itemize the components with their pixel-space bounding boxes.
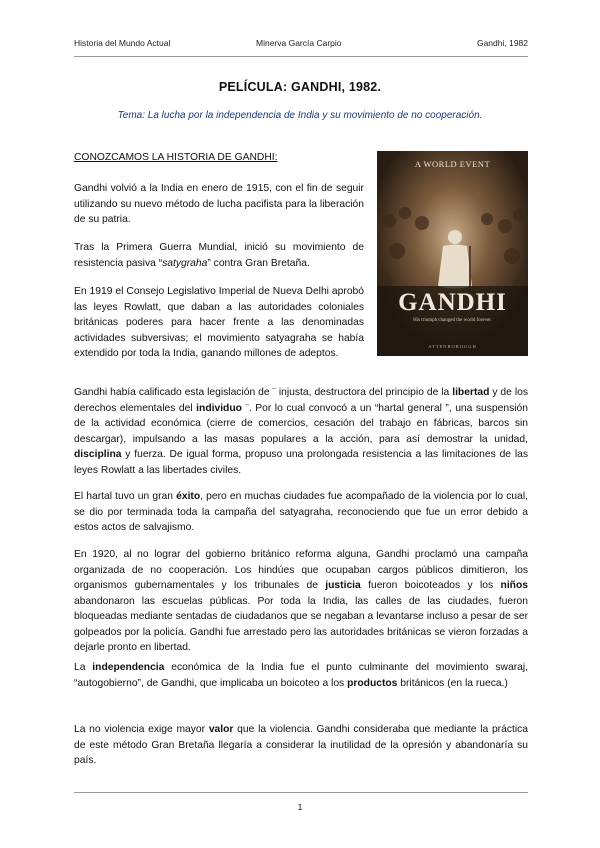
paragraph-3: En 1919 el Consejo Legislativo Imperial de Nueva Delhi aprobó las leyes Rowlatt, que daban a las autoridades coloniales británicas poderes para hacer frente a las denominadas actividades subversivas; el movimiento satyagraha se había extendido por toda la India, ganando millones de adeptos. (74, 286, 364, 359)
document-subtitle: Tema: La lucha por la independencia de India y su movimiento de no cooperación. (117, 110, 483, 121)
page-number: 1 (297, 802, 303, 812)
paragraph-7-text-a: La (74, 662, 93, 673)
paragraph-2-text-a: Tras la Primera Guerra Mundial, inició su movimiento de resistencia pasiva “ (74, 242, 364, 269)
paragraph-6-text-a: En 1920, al no lograr del gobierno británico reforma alguna, Gandhi proclamó una campaña organizada de no cooperación. Los hindúes que ocupaban cargos públicos dimitieron, los organismos gubernamentales y los tribunales de (74, 549, 528, 591)
paragraph-6-text-c: fueron boicoteados y los (360, 580, 501, 591)
keyword-individuo: individuo (196, 402, 242, 414)
paragraph-7-text-d: británicos (en la rueca.) (397, 677, 508, 689)
poster-top-text: A WORLD EVENT (414, 159, 491, 169)
header-rule (74, 56, 528, 57)
keyword-libertad: libertad (452, 387, 490, 398)
paragraph-7-text-c: económica de la India fue el punto culminante del movimiento swaraj, “autogobierno”, de Gandhi, que implicaba un boicoteo a los (74, 662, 528, 689)
paragraph-2-text-b: ” contra Gran Bretaña. (207, 257, 310, 269)
paragraph-5 (74, 489, 528, 536)
paragraph-6-text-d: abandonaron las escuelas públicas. Por toda la India, las calles de las ciudades, fueron bloqueadas mediante sentadas de ciudadanos que se negaban a levantarse incluso a pesar de ser golpeados por la policía. Gandhi fue arrestado pero las autoridades británicas se vieron forzadas a dejarle pronto en libertad. (74, 595, 528, 653)
poster-tagline: His triumph changed the world forever. (413, 318, 492, 323)
keyword-independencia: independencia (92, 662, 165, 673)
paragraph-1: Gandhi volvió a la India en enero de 1915, con el fin de seguir utilizando su nuevo método de lucha pacifista para la liberación de su patria. (74, 183, 364, 225)
header-left: Historia del Mundo Actual (74, 38, 171, 48)
section-heading: CONOZCAMOS LA HISTORIA DE GANDHI: (74, 152, 278, 163)
keyword-exito: éxito (176, 491, 201, 502)
movie-poster-image (377, 151, 528, 356)
paragraph-4-text-a: Gandhi había calificado esta legislación de ¨ injusta, destructora del principio de la (74, 387, 453, 398)
poster-artwork (377, 151, 528, 356)
paragraph-4-text-d: ¨. Por lo cual convocó a un “hartal general ”, una suspensión de la actividad económica (cierre de comercios, cesación del trabajo en fábricas, barcos sin descargar), impulsando a las masas populares a la acción, para así demostrar la unidad, (74, 402, 528, 445)
keyword-productos: productos (347, 677, 398, 689)
keyword-disciplina: disciplina (74, 449, 122, 460)
paragraph-5-text-a: El hartal tuvo un gran (74, 491, 177, 502)
paragraph-8-text-a: La no violencia exige mayor (74, 724, 209, 735)
paragraph-4-text-c: y de los derechos elementales del (74, 387, 528, 414)
paragraph-6 (74, 547, 528, 656)
paragraph-8 (74, 722, 528, 769)
paragraph-8-text-c: que la violencia. Gandhi consideraba que mediante la práctica de este método Gran Bretaña llegaría a considerar la inutilidad de la opresión y abandonaría su país. (74, 724, 528, 766)
poster-title: GANDHI (398, 289, 507, 316)
paragraph-5-text-c: , pero en muchas ciudades fue acompañado de la violencia por lo cual, se dio por terminada toda la campaña del satyagraha, reconociendo que fue un error debido a estos actos de salvajismo. (74, 491, 528, 533)
paragraph-4-text-e: y fuerza. De igual forma, propuso una prolongada resistencia a las limitaciones de las leyes Rowlatt a las libertades civiles. (74, 449, 528, 476)
paragraph-7 (74, 660, 528, 691)
keyword-valor: valor (208, 724, 234, 735)
keyword-justicia: justicia (325, 580, 361, 591)
paragraph-2 (74, 240, 364, 271)
document-title: PELÍCULA: GANDHI, 1982. (218, 80, 382, 94)
poster-bottom-text: ATTENBOROUGH (428, 344, 477, 349)
paragraph-4 (74, 385, 528, 478)
paragraph-2-emphasis: satygraha (162, 257, 208, 269)
header-right: Gandhi, 1982 (476, 38, 528, 48)
footer-rule (74, 792, 528, 793)
header-center: Minerva García Carpio (256, 38, 342, 48)
keyword-ninos: niños (500, 580, 528, 591)
